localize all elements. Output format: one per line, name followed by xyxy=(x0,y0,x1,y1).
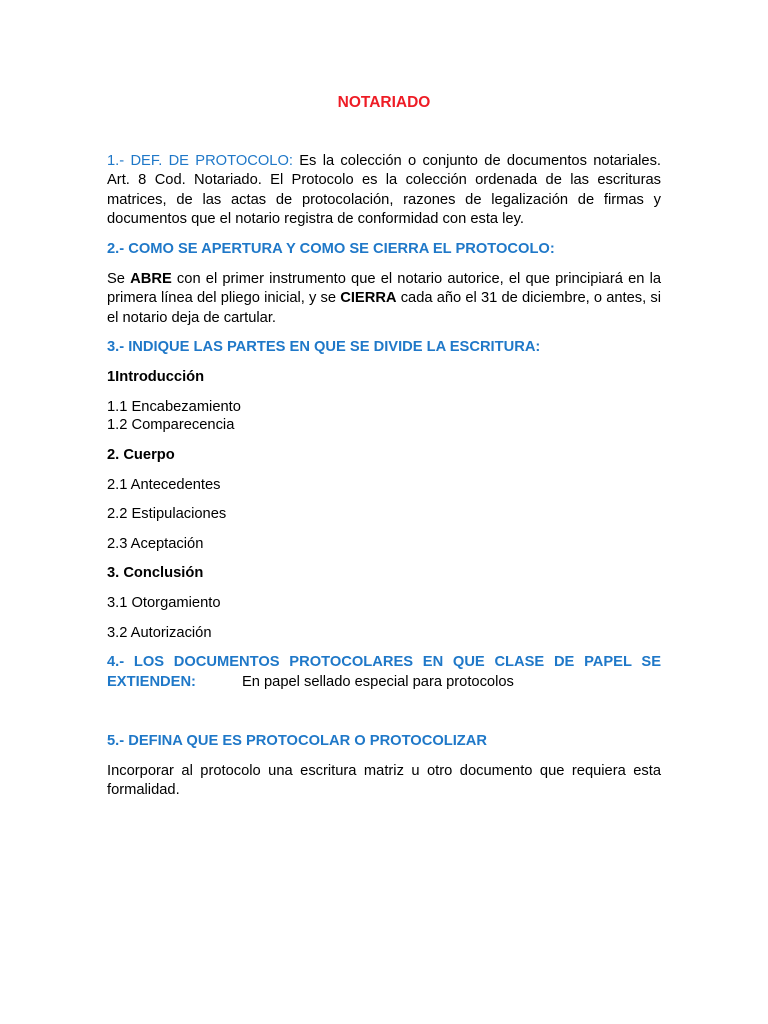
section-3-item: 3.2 Autorización xyxy=(107,625,212,641)
answer-bold-cierra: CIERRA xyxy=(340,290,397,307)
question-5-label: 5.- DEFINA QUE ES PROTOCOLAR O PROTOCOLIZAR xyxy=(107,733,487,749)
section-2-item: 2.3 Aceptación xyxy=(107,536,204,552)
question-4-line2 xyxy=(107,673,661,692)
question-4-label-line1: 4.- LOS DOCUMENTOS PROTOCOLARES EN QUE CLASE DE PAPEL SE xyxy=(107,654,661,670)
section-3-heading: 3. Conclusión xyxy=(107,565,204,581)
section-1-item: 1.1 Encabezamiento xyxy=(107,399,241,415)
document-title: NOTARIADO xyxy=(337,94,431,111)
section-1-heading: 1Introducción xyxy=(107,369,205,385)
section-3-item: 3.1 Otorgamiento xyxy=(107,595,221,611)
section-2-heading: 2. Cuerpo xyxy=(107,447,175,463)
section-1-item: 1.2 Comparecencia xyxy=(107,417,235,433)
question-4-answer: En papel sellado especial para protocolos xyxy=(241,674,514,690)
section-2-item: 2.1 Antecedentes xyxy=(107,477,221,493)
section-2-item: 2.2 Estipulaciones xyxy=(107,506,227,522)
question-4-label-line2: EXTIENDEN: xyxy=(107,674,196,690)
answer-text: cada año el 31 de diciembre, o antes, si el notario deja de cartular. xyxy=(107,290,661,326)
question-1-answer: Es la colección o conjunto de documentos notariales. Art. 8 Cod. Notariado. El Protocolo es la colección ordenada de las escrituras matrices, de las actas de protocolación, razones de legalización de firmas y documentos que el notario registra de conformidad con esta ley. xyxy=(107,153,661,227)
question-5-answer: Incorporar al protocolo una escritura matriz u otro documento que requiera esta formalidad. xyxy=(107,763,661,799)
answer-bold-abre: ABRE xyxy=(130,271,172,287)
answer-text: con el primer instrumento que el notario autorice, el que principiará en la primera línea del pliego inicial, y se xyxy=(107,271,661,307)
question-1-paragraph xyxy=(107,152,661,229)
question-3-label: 3.- INDIQUE LAS PARTES EN QUE SE DIVIDE LA ESCRITURA: xyxy=(107,339,541,355)
question-1-label: 1.- DEF. DE PROTOCOLO: xyxy=(107,153,293,169)
answer-text: Se xyxy=(107,271,131,287)
question-2-answer xyxy=(107,270,661,328)
question-2-label: 2.- COMO SE APERTURA Y COMO SE CIERRA EL PROTOCOLO: xyxy=(107,241,555,257)
